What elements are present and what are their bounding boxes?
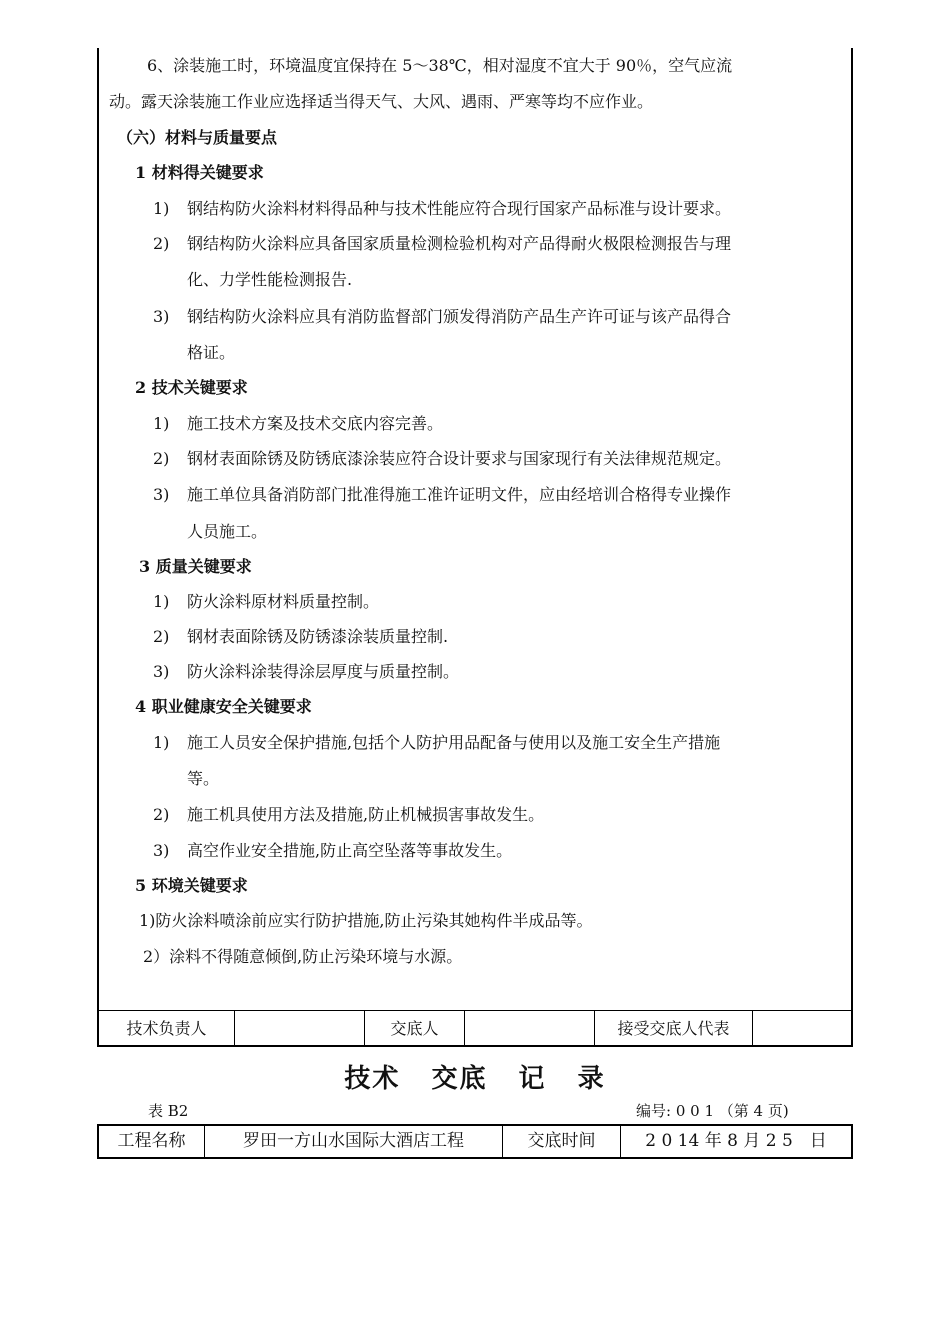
disclosure-time-value: 2 0 14 年 8 月 2 5 日 bbox=[645, 1131, 827, 1151]
list-item: 钢结构防火涂料应具备国家质量检测检验机构对产品得耐火极限检测报告与理 bbox=[187, 234, 732, 253]
receiver-signature-field[interactable] bbox=[753, 1011, 851, 1046]
page-title bbox=[0, 1058, 950, 1095]
signature-row bbox=[99, 1010, 851, 1046]
title-part: 记 bbox=[518, 1064, 547, 1094]
section-heading: （六）材料与质量要点 bbox=[117, 128, 278, 147]
item6-line1: 6、涂装施工时，环境温度宜保持在 5～38℃，相对湿度不宜大于 90％，空气应流 bbox=[147, 56, 733, 75]
document-number: 编号: 0 0 1 （第 4 页) bbox=[636, 1102, 789, 1120]
list-item: 防火涂料涂装得涂层厚度与质量控制。 bbox=[187, 662, 460, 681]
list-item-number: 2) bbox=[153, 234, 170, 253]
list-item: 钢材表面除锈及防锈底漆涂装应符合设计要求与国家现行有关法律规范规定。 bbox=[187, 449, 732, 468]
subsection-heading-5: 5 环境关键要求 bbox=[135, 876, 248, 895]
subsection-heading-1: 1 材料得关键要求 bbox=[135, 163, 264, 182]
project-name-label: 工程名称 bbox=[99, 1126, 205, 1157]
list-item: 施工技术方案及技术交底内容完善。 bbox=[187, 414, 444, 433]
list-item-number: 1) bbox=[153, 199, 170, 218]
list-item: 1)防火涂料喷涂前应实行防护措施,防止污染其她构件半成品等。 bbox=[139, 911, 593, 930]
list-item: 钢结构防火涂料材料得品种与技术性能应符合现行国家产品标准与设计要求。 bbox=[187, 199, 732, 218]
disclosure-content-frame bbox=[97, 48, 853, 1047]
project-info-table bbox=[97, 1124, 853, 1159]
list-item: 施工单位具备消防部门批准得施工准许证明文件，应由经培训合格得专业操作 bbox=[187, 485, 732, 504]
list-item-number: 3) bbox=[153, 662, 170, 681]
list-item: 钢材表面除锈及防锈漆涂装质量控制. bbox=[187, 627, 449, 646]
list-item: 钢结构防火涂料应具有消防监督部门颁发得消防产品生产许可证与该产品得合 bbox=[187, 307, 732, 326]
title-part: 技术 bbox=[344, 1064, 401, 1094]
subsection-heading-4: 4 职业健康安全关键要求 bbox=[135, 697, 312, 716]
form-code: 表 B2 bbox=[148, 1102, 189, 1120]
list-item-number: 1) bbox=[153, 733, 170, 752]
subsection-heading-3: 3 质量关键要求 bbox=[139, 557, 252, 576]
list-item-number: 2) bbox=[153, 449, 170, 468]
item6-line2: 动。露天涂装施工作业应选择适当得天气、大风、遇雨、严寒等均不应作业。 bbox=[109, 92, 654, 111]
receiver-label: 接受交底人代表 bbox=[595, 1011, 753, 1046]
list-item: 高空作业安全措施,防止高空坠落等事故发生。 bbox=[187, 841, 513, 860]
list-item-continuation: 人员施工。 bbox=[187, 522, 268, 541]
list-item-number: 3) bbox=[153, 485, 170, 504]
title-part: 交底 bbox=[431, 1064, 488, 1094]
project-name-value: 罗田一方山水国际大酒店工程 bbox=[205, 1126, 503, 1157]
list-item-number: 1) bbox=[153, 414, 170, 433]
list-item-number: 2) bbox=[153, 805, 170, 824]
list-item-number: 1) bbox=[153, 592, 170, 611]
list-item-number: 3) bbox=[153, 307, 170, 326]
tech-lead-signature-field[interactable] bbox=[235, 1011, 365, 1046]
disclosure-time-label: 交底时间 bbox=[503, 1126, 621, 1157]
list-item-number: 2) bbox=[153, 627, 170, 646]
title-part: 录 bbox=[577, 1064, 606, 1094]
subsection-heading-2: 2 技术关键要求 bbox=[135, 378, 248, 397]
discloser-signature-field[interactable] bbox=[465, 1011, 595, 1046]
list-item-number: 3) bbox=[153, 841, 170, 860]
list-item-continuation: 等。 bbox=[187, 769, 220, 788]
list-item: 防火涂料原材料质量控制。 bbox=[187, 592, 380, 611]
list-item: 施工人员安全保护措施,包括个人防护用品配备与使用以及施工安全生产措施 bbox=[187, 733, 721, 752]
list-item-continuation: 格证。 bbox=[187, 343, 236, 362]
list-item-continuation: 化、力学性能检测报告. bbox=[187, 270, 353, 289]
list-item: 施工机具使用方法及措施,防止机械损害事故发生。 bbox=[187, 805, 545, 824]
discloser-label: 交底人 bbox=[365, 1011, 465, 1046]
list-item: 2）涂料不得随意倾倒,防止污染环境与水源。 bbox=[143, 947, 463, 966]
tech-lead-label: 技术负责人 bbox=[99, 1011, 235, 1046]
